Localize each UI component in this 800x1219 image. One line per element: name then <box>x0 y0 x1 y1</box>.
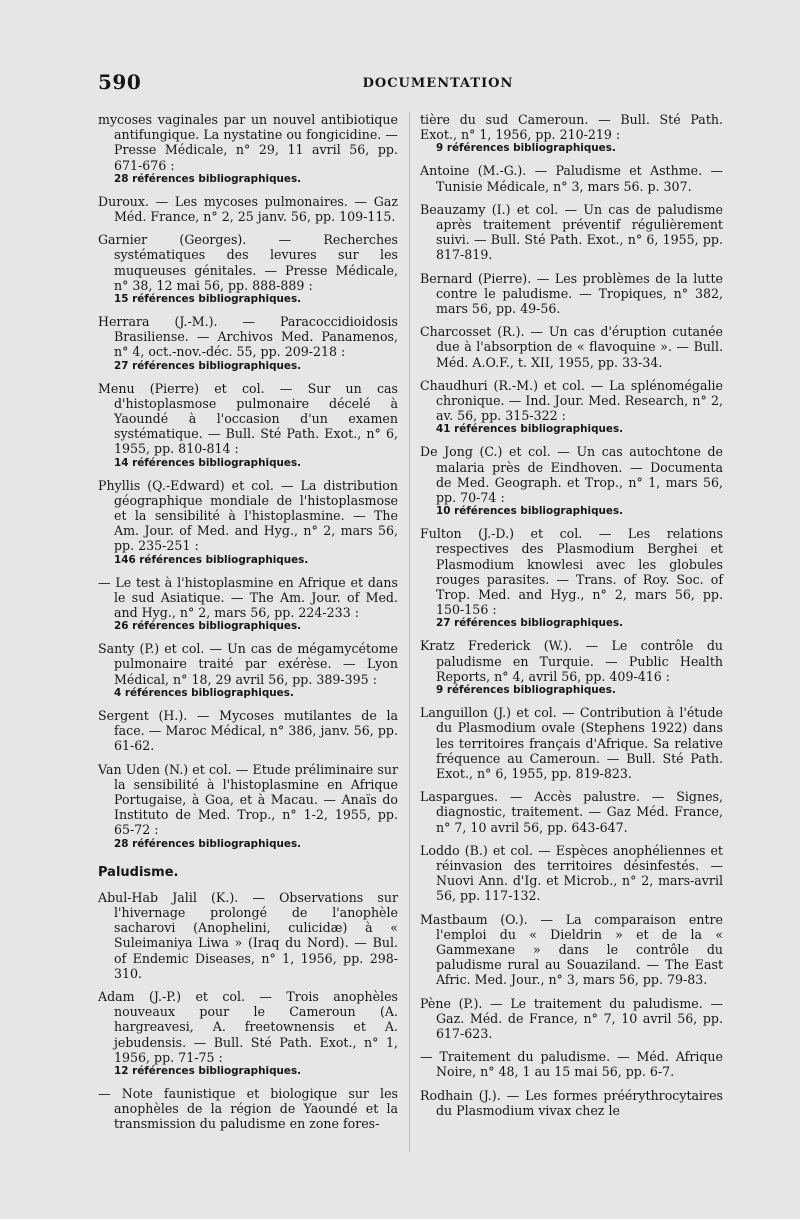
column-divider <box>409 112 410 1152</box>
bibliography-entry <box>98 112 398 186</box>
entry-text: Abul-Hab Jalil (K.). — Observations sur l'hivernage prolongé de l'anophèle sacharovi (Anophelini, culicidæ) à « Suleimaniya Liwa » (Iraq du Nord). — Bul. of Endemic Diseases, n° 1, 1956, pp. 298-310. <box>98 889 398 981</box>
bibliography-entry <box>420 163 723 193</box>
entry-text: — Note faunistique et biologique sur les anophèles de la région de Yaoundé et la transmission du paludisme en zone fores- <box>98 1085 398 1132</box>
entry-text: Charcosset (R.). — Un cas d'éruption cutanée due à l'absorption de « flavoquine ». — Bull. Méd. A.O.F., t. XII, 1955, pp. 33-34. <box>420 324 723 370</box>
entry-text: Languillon (J.) et col. — Contribution à l'étude du Plasmodium ovale (Stephens 1922) dans les territoires français d'Afrique. Sa relative fréquence au Cameroun. — Bull. Sté Path. Exot., n° 6, 1955, pp. 819-823. <box>420 705 723 781</box>
bibliography-entry <box>98 708 398 754</box>
bibliography-entry <box>420 843 723 904</box>
entry-references: 26 références bibliographiques. <box>114 620 302 633</box>
bibliography-entry <box>98 890 398 981</box>
entry-references: 27 références bibliographiques. <box>114 359 302 372</box>
left-column <box>98 112 398 1140</box>
entry-text: Adam (J.-P.) et col. — Trois anophèles nouveaux pour le Cameroun (A. hargreavesi, A. freetownensis et A. jebudensis. — Bull. Sté Path. Exot., n° 1, 1956, pp. 71-75 : <box>98 988 398 1065</box>
entry-references: 41 références bibliographiques. <box>436 423 624 436</box>
section-heading: Paludisme. <box>98 864 179 880</box>
entry-references: 146 références bibliographiques. <box>114 553 309 566</box>
entry-text: Herrara (J.-M.). — Paracoccidioidosis Brasiliense. — Archivos Med. Panamenos, n° 4, oct.-nov.-déc. 55, pp. 209-218 : <box>98 314 398 360</box>
entry-text: tière du sud Cameroun. — Bull. Sté Path. Exot., n° 1, 1956, pp. 210-219 : <box>420 112 723 143</box>
entry-text: Laspargues. — Accès palustre. — Signes, diagnostic, traitement. — Gaz Méd. France, n° 7, 10 avril 56, pp. 643-647. <box>420 789 723 835</box>
entry-text: Duroux. — Les mycoses pulmonaires. — Gaz Méd. France, n° 2, 25 janv. 56, pp. 109-115. <box>98 193 398 225</box>
entry-text: Santy (P.) et col. — Un cas de mégamycétome pulmonaire traité par exérèse. — Lyon Médical, n° 18, 29 avril 56, pp. 389-395 : <box>98 641 398 687</box>
bibliography-entry <box>420 638 723 697</box>
entry-references: 28 références bibliographiques. <box>114 837 302 850</box>
entry-references: 9 références bibliographiques. <box>436 142 616 155</box>
entry-references: 28 références bibliographiques. <box>114 172 302 185</box>
entry-text: Loddo (B.) et col. — Espèces anophéliennes et réinvasion des territoires désinfestés. — Nuovi Ann. d'Ig. et Microb., n° 2, mars-avril 56, pp. 117-132. <box>420 842 723 904</box>
bibliography-entry <box>420 789 723 835</box>
entry-references: 12 références bibliographiques. <box>114 1064 302 1077</box>
entry-text: — Le test à l'histoplasmine en Afrique et dans le sud Asiatique. — The Am. Jour. of Med. and Hyg., n° 2, mars 56, pp. 224-233 : <box>98 574 398 621</box>
entry-text: Chaudhuri (R.-M.) et col. — La splénomégalie chronique. — Ind. Jour. Med. Research, n° 2, av. 56, pp. 315-322 : <box>420 377 723 424</box>
bibliography-entry <box>420 1088 723 1118</box>
bibliography-entry <box>98 314 398 373</box>
entry-references: 14 références bibliographiques. <box>114 456 302 469</box>
entry-text: Bernard (Pierre). — Les problèmes de la lutte contre le paludisme. — Tropiques, n° 382, mars 56, pp. 49-56. <box>420 270 723 317</box>
bibliography-entry <box>420 526 723 630</box>
entry-text: Menu (Pierre) et col. — Sur un cas d'histoplasmose pulmonaire décelé à Yaoundé à l'occasion d'un examen systématique. — Bull. Sté Path. Exot., n° 6, 1955, pp. 810-814 : <box>98 380 398 457</box>
bibliography-entry <box>420 444 723 518</box>
bibliography-entry <box>420 1049 723 1079</box>
bibliography-entry <box>420 324 723 370</box>
bibliography-entry <box>98 381 398 470</box>
entry-text: Phyllis (Q.-Edward) et col. — La distribution géographique mondiale de l'histoplasmose et la sensibilité à l'histoplasmine. — The Am. Jour. of Med. and Hyg., n° 2, mars 56, pp. 235-251 : <box>98 477 398 554</box>
entry-references: 4 références bibliographiques. <box>114 686 294 699</box>
entry-text: Mastbaum (O.). — La comparaison entre l'emploi du « Dieldrin » et de la « Gammexane » dans le contrôle du paludisme rural au Souaziland. — The East Afric. Med. Jour., n° 3, mars 56, pp. 79-83. <box>420 911 723 988</box>
entry-text: Beauzamy (I.) et col. — Un cas de paludisme après traitement préventif régulièrement suivi. — Bull. Sté Path. Exot., n° 6, 1955, pp. 817-819. <box>420 201 723 263</box>
bibliography-entry <box>420 378 723 437</box>
entry-references: 9 références bibliographiques. <box>436 684 616 697</box>
bibliography-entry <box>420 912 723 988</box>
page-header <box>98 70 718 100</box>
bibliography-entry <box>98 1086 398 1132</box>
entry-text: Pène (P.). — Le traitement du paludisme. — Gaz. Méd. de France, n° 7, 10 avril 56, pp. 617-623. <box>420 995 723 1041</box>
entry-text: Van Uden (N.) et col. — Etude préliminaire sur la sensibilité à l'histoplasmine en Afrique Portugaise, à Goa, et à Macau. — Anaïs do Instituto de Med. Trop., n° 1-2, 1955, pp. 65-72 : <box>98 761 398 838</box>
entry-references: 15 références bibliographiques. <box>114 293 302 306</box>
bibliography-entry <box>420 112 723 155</box>
entry-text: Fulton (J.-D.) et col. — Les relations respectives des Plasmodium Berghei et Plasmodium knowlesi avec les globules rouges parasites. — Trans. of Roy. Soc. of Trop. Med. and Hyg., n° 2, mars 56, pp. 150-156 : <box>420 526 723 618</box>
bibliography-entry <box>98 575 398 634</box>
entry-text: Kratz Frederick (W.). — Le contrôle du paludisme en Turquie. — Public Health Reports, n° 4, avril 56, pp. 409-416 : <box>420 638 723 684</box>
running-title: DOCUMENTATION <box>362 76 514 91</box>
entry-text: — Traitement du paludisme. — Méd. Afrique Noire, n° 48, 1 au 15 mai 56, pp. 6-7. <box>420 1049 723 1080</box>
bibliography-entry <box>420 202 723 263</box>
bibliography-entry <box>98 232 398 306</box>
bibliography-entry <box>98 641 398 700</box>
bibliography-entry <box>98 762 398 851</box>
entry-text: Antoine (M.-G.). — Paludisme et Asthme. — Tunisie Médicale, n° 3, mars 56. p. 307. <box>420 163 723 194</box>
bibliography-entry <box>420 705 723 781</box>
entry-text: De Jong (C.) et col. — Un cas autochtone de malaria près de Eindhoven. — Documenta de Med. Geograph. et Trop., n° 1, mars 56, pp. 70-74 : <box>420 444 723 506</box>
bibliography-entry <box>420 996 723 1042</box>
entry-references: 27 références bibliographiques. <box>436 617 624 630</box>
right-column <box>420 112 723 1126</box>
entry-text: Rodhain (J.). — Les formes préérythrocytaires du Plasmodium vivax chez le <box>420 1087 723 1118</box>
page-number: 590 <box>98 70 142 94</box>
entry-references: 10 références bibliographiques. <box>436 505 624 518</box>
entry-text: Sergent (H.). — Mycoses mutilantes de la face. — Maroc Médical, n° 386, janv. 56, pp. 61-62. <box>98 707 398 754</box>
entry-text: mycoses vaginales par un nouvel antibiotique antifungique. La nystatine ou fongicidine. — Presse Médicale, n° 29, 11 avril 56, pp. 671-676 : <box>98 112 398 173</box>
entry-text: Garnier (Georges). — Recherches systématiques des levures sur les muqueuses génitales. — Presse Médicale, n° 38, 12 mai 56, pp. 888-889 : <box>98 232 398 293</box>
bibliography-entry <box>98 194 398 224</box>
bibliography-entry <box>98 478 398 567</box>
bibliography-entry <box>98 989 398 1078</box>
bibliography-entry <box>420 271 723 317</box>
